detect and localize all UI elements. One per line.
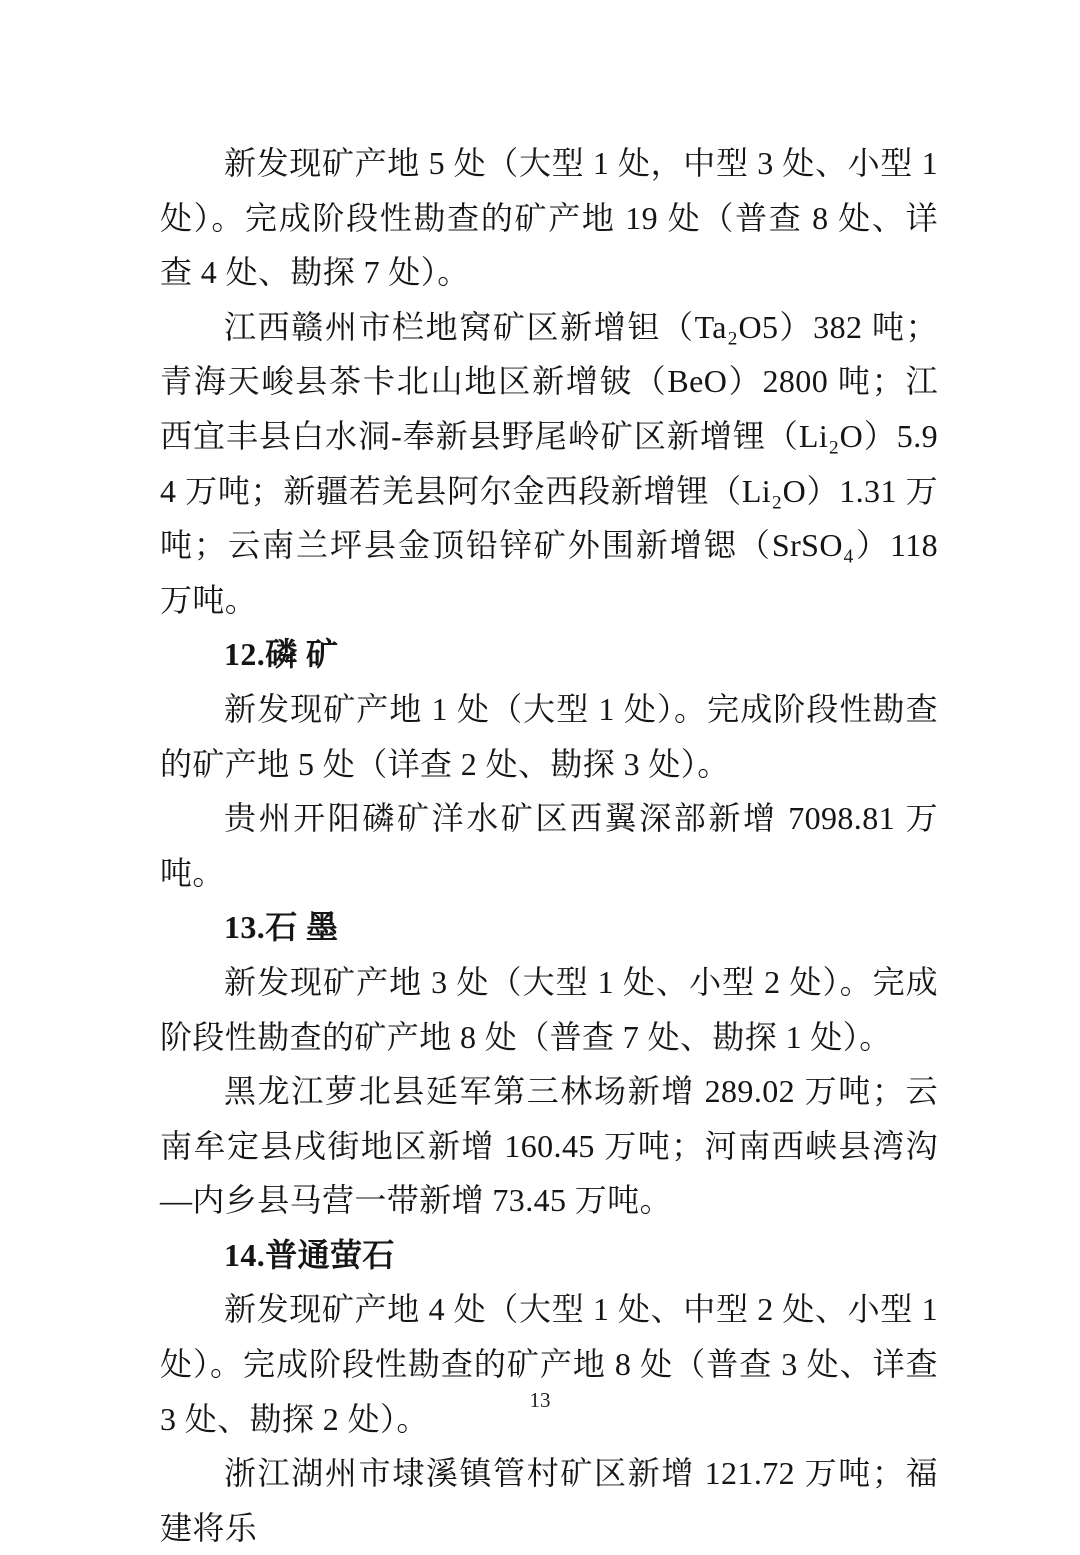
paragraph-fluorite-deposits: 浙江湖州市埭溪镇管村矿区新增 121.72 万吨；福建将乐 bbox=[160, 1455, 938, 1546]
section-heading-12-phosphate: 12.磷 矿 bbox=[224, 636, 339, 673]
paragraph-fluorite-summary: 新发现矿产地 4 处（大型 1 处、中型 2 处、小型 1 处）。完成阶段性勘查的矿产地 8 处（普查 3 处、详查 3 处、勘探 2 处）。 bbox=[160, 1291, 938, 1437]
paragraph-phosphate-deposits: 贵州开阳磷矿洋水矿区西翼深部新增 7098.81 万吨。 bbox=[160, 800, 938, 891]
paragraph-graphite-deposits: 黑龙江萝北县延军第三林场新增 289.02 万吨；云南牟定县戌街地区新增 160.45 万吨；河南西峡县湾沟—内乡县马营一带新增 73.45 万吨。 bbox=[160, 1073, 938, 1219]
page-number: 13 bbox=[529, 1388, 551, 1412]
paragraph-lithium-group-deposits: 江西赣州市栏地窝矿区新增钽（Ta₂O5）382 吨；青海天峻县茶卡北山地区新增铍（BeO）2800 吨；江西宜丰县白水洞-奉新县野尾岭矿区新增锂（Li₂O）5.94 万吨；新疆若羌县阿尔金西段新增锂（Li₂O）1.31 万吨；云南兰坪县金顶铅锌矿外围新增锶（SrSO₄）118 万吨。 bbox=[160, 308, 938, 618]
paragraph-phosphate-summary: 新发现矿产地 1 处（大型 1 处）。完成阶段性勘查的矿产地 5 处（详查 2 处、勘探 3 处）。 bbox=[160, 690, 938, 782]
paragraph-summary-lithium-group: 新发现矿产地 5 处（大型 1 处，中型 3 处、小型 1 处）。完成阶段性勘查的矿产地 19 处（普查 8 处、详查 4 处、勘探 7 处）。 bbox=[160, 145, 938, 291]
section-heading-14-fluorite: 14.普通萤石 bbox=[224, 1236, 395, 1273]
section-heading-13-graphite: 13.石 墨 bbox=[224, 909, 339, 946]
page-content bbox=[160, 136, 938, 1555]
paragraph-graphite-summary: 新发现矿产地 3 处（大型 1 处、小型 2 处）。完成阶段性勘查的矿产地 8 处（普查 7 处、勘探 1 处）。 bbox=[160, 963, 938, 1055]
